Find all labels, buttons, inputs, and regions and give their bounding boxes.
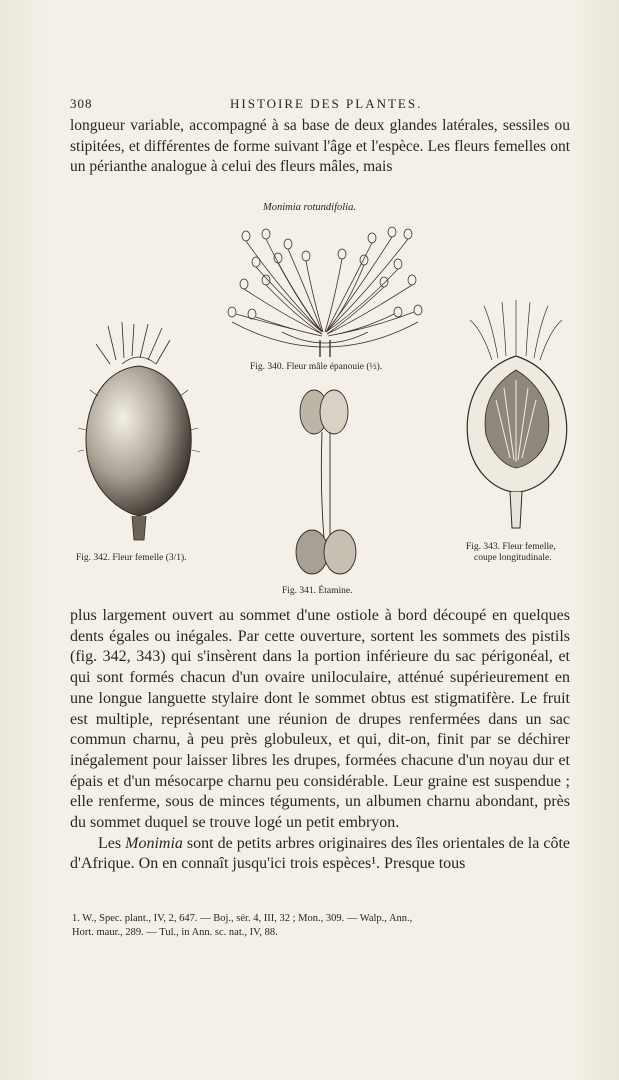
caption-fig-340: Fig. 340. Fleur mâle épanouie (½).: [250, 362, 383, 372]
body-paragraph-2: [70, 834, 570, 875]
footnote-line-1: 1. W., Spec. plant., IV, 2, 647. — Boj., sér. 4, III, 32 ; Mon., 309. — Walp., Ann.,: [72, 913, 413, 924]
fig-342-illustration: [78, 320, 200, 542]
top-paragraph: [70, 116, 570, 178]
top-paragraph-text: longueur variable, accompagné à sa base de deux glandes latérales, sessiles ou stipitées, et différentes de forme suivant l'âge et l'espèce. Les fleurs femelles ont un périanthe analogue à celui des fleurs mâles, mais: [70, 117, 570, 175]
caption-fig-342: Fig. 342. Fleur femelle (3/1).: [76, 553, 187, 563]
footnote: [72, 912, 584, 940]
caption-fig-343-line1: Fig. 343. Fleur femelle,: [466, 542, 556, 552]
caption-fig-343-line2: coupe longitudinale.: [474, 553, 552, 563]
paragraph-2-rest: sont de petits arbres originaires des îles orientales de la côte d'Afrique. On en connaît jusqu'ici trois espèces¹. Presque tous: [70, 834, 571, 873]
body-text: [70, 606, 570, 875]
page-number: 308: [70, 96, 93, 111]
figure-title: Monimia rotundifolia.: [263, 202, 356, 213]
fig-343-illustration: [462, 300, 570, 532]
fig-340-illustration: [222, 222, 428, 362]
running-title: HISTOIRE DES PLANTES.: [230, 96, 423, 111]
body-paragraph-1: plus largement ouvert au sommet d'une ostiole à bord découpé en quelques dents égales ou inégales. Par cette ouverture, sortent les sommets des pistils (fig. 342, 343) qui s'insèrent dans la portion inférieure du sac périgonéal, et qui sont formés chacun d'un ovaire uniloculaire, atténué supérieurement en une longue languette stylaire dont le sommet obtus est stigmatifère. Le fruit est multiple, représentant une réunion de drupes renfermées dans un sac commun charnu, à peu près globuleux, et qui, dit-on, finit par se déchirer inégalement pour laisser libres les drupes, formées chacune d'un noyau dur et épais et d'un mésocarpe charnu peu considérable. Leur graine est suspendue ; elle renferme, sous de minces téguments, un albumen charnu abondant, près du sommet duquel se trouve logé un petit embryon.: [70, 607, 570, 832]
page-header: [70, 96, 554, 116]
paragraph-2-lead: Les: [98, 834, 126, 852]
caption-fig-341: Fig. 341. Étamine.: [282, 586, 353, 596]
footnote-line-2: Hort. maur., 289. — Tul., in Ann. sc. nat., IV, 88.: [72, 927, 278, 938]
genus-name: Monimia: [125, 834, 183, 852]
fig-341-illustration: [294, 388, 360, 580]
